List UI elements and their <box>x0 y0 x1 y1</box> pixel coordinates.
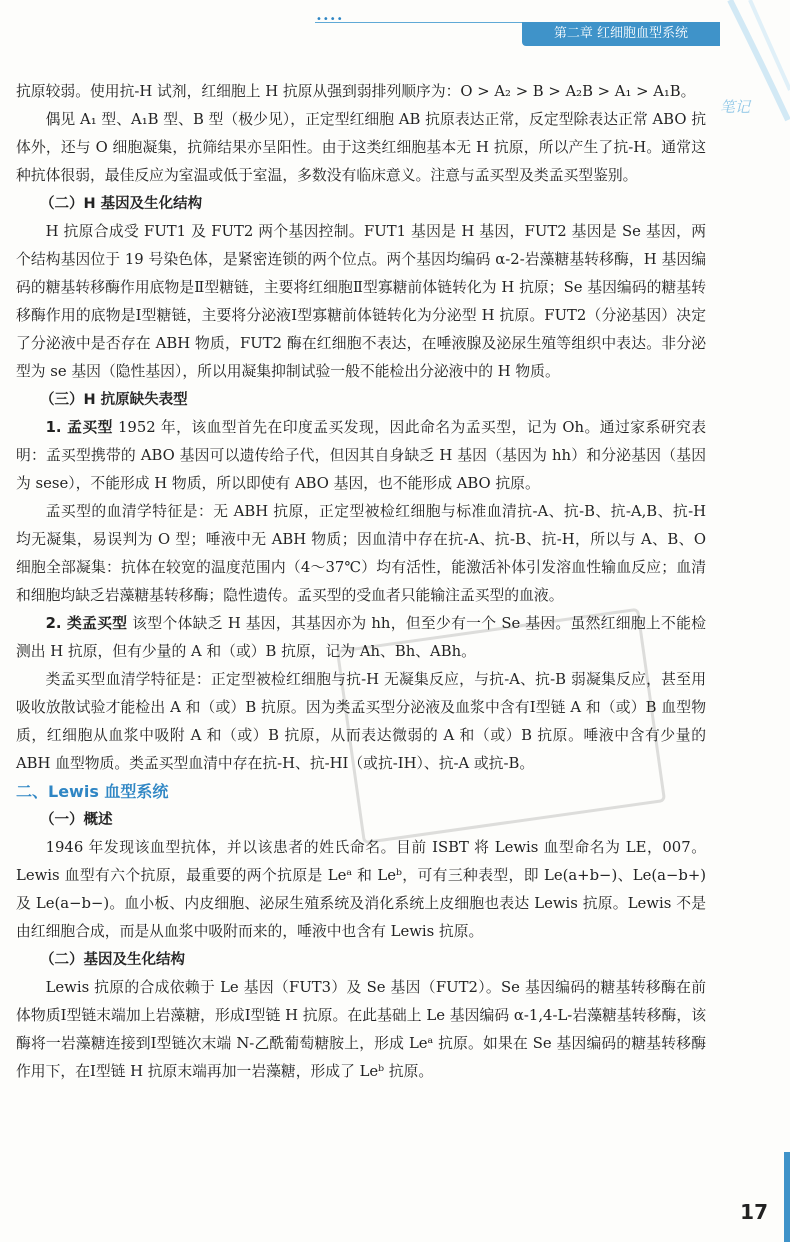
paragraph: 类孟买型血清学特征是：正定型被检红细胞与抗-H 无凝集反应，与抗-A、抗-B 弱凝集反应，甚至用吸收放散试验才能检出 A 和（或）B 抗原。因为类孟买型分泌液及血浆中含有Ⅰ型链 A 和（或）B 血型物质，红细胞从血浆中吸附 A 和（或）B 抗原，从而表达微弱的 A 和（或）B 抗原。唾液中含有少量的 ABH 血型物质。类孟买型血清中存在抗-H、抗-HI（或抗-IH）、抗-A 或抗-B。 <box>16 671 706 772</box>
margin-note-label: 笔记 <box>720 98 751 116</box>
paragraph: 抗原较弱。使用抗-H 试剂，红细胞上 H 抗原从强到弱排列顺序为：O > A₂ > B > A₂B > A₁ > A₁B。 <box>16 83 696 100</box>
paragraph: 偶见 A₁ 型、A₁B 型、B 型（极少见），正定型红细胞 AB 抗原表达正常，反定型除表达正常 ABO 抗体外，还与 O 细胞凝集，抗筛结果亦呈阳性。由于这类红细胞基本无 H 抗原，所以产生了抗-H。通常这种抗体很弱，最佳反应为室温或低于室温，多数没有临床意义。注意与孟买型及类孟买型鉴别。 <box>16 111 706 184</box>
header-dots: •••• <box>316 14 344 25</box>
paragraph <box>16 414 706 498</box>
paragraph: H 抗原合成受 FUT1 及 FUT2 两个基因控制。FUT1 基因是 H 基因，FUT2 基因是 Se 基因，两个结构基因位于 19 号染色体，是紧密连锁的两个位点。两个基因均编码 α-2-岩藻糖基转移酶，H 基因编码的糖基转移酶作用底物是Ⅱ型糖链，主要将红细胞Ⅱ型寡糖前体链转化为 H 抗原；Se 基因编码的糖基转移酶作用的底物是Ⅰ型糖链，主要将分泌液Ⅰ型寡糖前体链转化为分泌型 H 抗原。FUT2（分泌基因）决定了分泌液中是否存在 ABH 物质，FUT2 酶在红细胞不表达，在唾液腺及泌尿生殖等组织中表达。非分泌型为 se 基因（隐性基因），所以用凝集抑制试验一般不能检出分泌液中的 H 物质。 <box>16 223 706 380</box>
item-text: 该型个体缺乏 H 基因，其基因亦为 hh，但至少有一个 Se 基因。虽然红细胞上不能检测出 H 抗原，但有少量的 A 和（或）B 抗原，记为 Ah、Bh、ABh。 <box>16 615 706 660</box>
item-label: 1. 孟买型 <box>45 419 113 436</box>
section-heading: （二）基因及生化结构 <box>40 952 185 968</box>
paragraph: Lewis 抗原的合成依赖于 Le 基因（FUT3）及 Se 基因（FUT2）。Se 基因编码的糖基转移酶在前体物质Ⅰ型链末端加上岩藻糖，形成Ⅰ型链 H 抗原。在此基础上 Le 基因编码 α-1,4-L-岩藻糖基转移酶，该酶将一岩藻糖连接到Ⅰ型链次末端 N-乙酰葡萄糖胺上，形成 Leᵃ 抗原。如果在 Se 基因编码的糖基转移酶作用下，在Ⅰ型链 H 抗原末端再加一岩藻糖，形成了 Leᵇ 抗原。 <box>16 979 706 1080</box>
section-heading: （一）概述 <box>40 812 113 828</box>
item-label: 2. 类孟买型 <box>45 615 128 632</box>
paragraph <box>16 610 706 666</box>
chapter-title: 二、Lewis 血型系统 <box>16 782 169 801</box>
item-text: 1952 年，该血型首先在印度孟买发现，因此命名为孟买型，记为 Oh。通过家系研究表明：孟买型携带的 ABO 基因可以遗传给子代，但因其自身缺乏 H 基因（基因为 hh）和分泌基因（基因为 sese），不能形成 H 物质，所以即使有 ABO 基因，也不能形成 ABO 抗原。 <box>16 419 706 492</box>
paragraph: 1946 年发现该血型抗体，并以该患者的姓氏命名。目前 ISBT 将 Lewis 血型命名为 LE，007。Lewis 血型有六个抗原，最重要的两个抗原是 Leᵃ 和 Leᵇ，可有三种表型，即 Le(a+b−)、Le(a−b+) 及 Le(a−b−)。血小板、内皮细胞、泌尿生殖系统及消化系统上皮细胞也表达 Lewis 抗原。Lewis 不是由红细胞合成，而是从血浆中吸附而来的，唾液中也含有 Lewis 抗原。 <box>16 839 706 940</box>
page-number: 17 <box>740 1200 768 1224</box>
section-heading: （二）H 基因及生化结构 <box>40 196 203 212</box>
page-body <box>16 78 706 1086</box>
paragraph: 孟买型的血清学特征是：无 ABH 抗原，正定型被检红细胞与标准血清抗-A、抗-B、抗-A,B、抗-H 均无凝集，易误判为 O 型；唾液中无 ABH 物质；因血清中存在抗-A、抗-B、抗-H，所以与 A、B、O 细胞全部凝集：抗体在较宽的温度范围内（4～37℃）均有活性，能激活补体引发溶血性输血反应；血清和细胞均缺乏岩藻糖基转移酶；隐性遗传。孟买型的受血者只能输注孟买型的血液。 <box>16 503 706 604</box>
page-edge-strip <box>784 1152 790 1242</box>
chapter-header-tab: 第二章 红细胞血型系统 <box>522 22 720 46</box>
section-heading: （三）H 抗原缺失表型 <box>40 392 188 408</box>
